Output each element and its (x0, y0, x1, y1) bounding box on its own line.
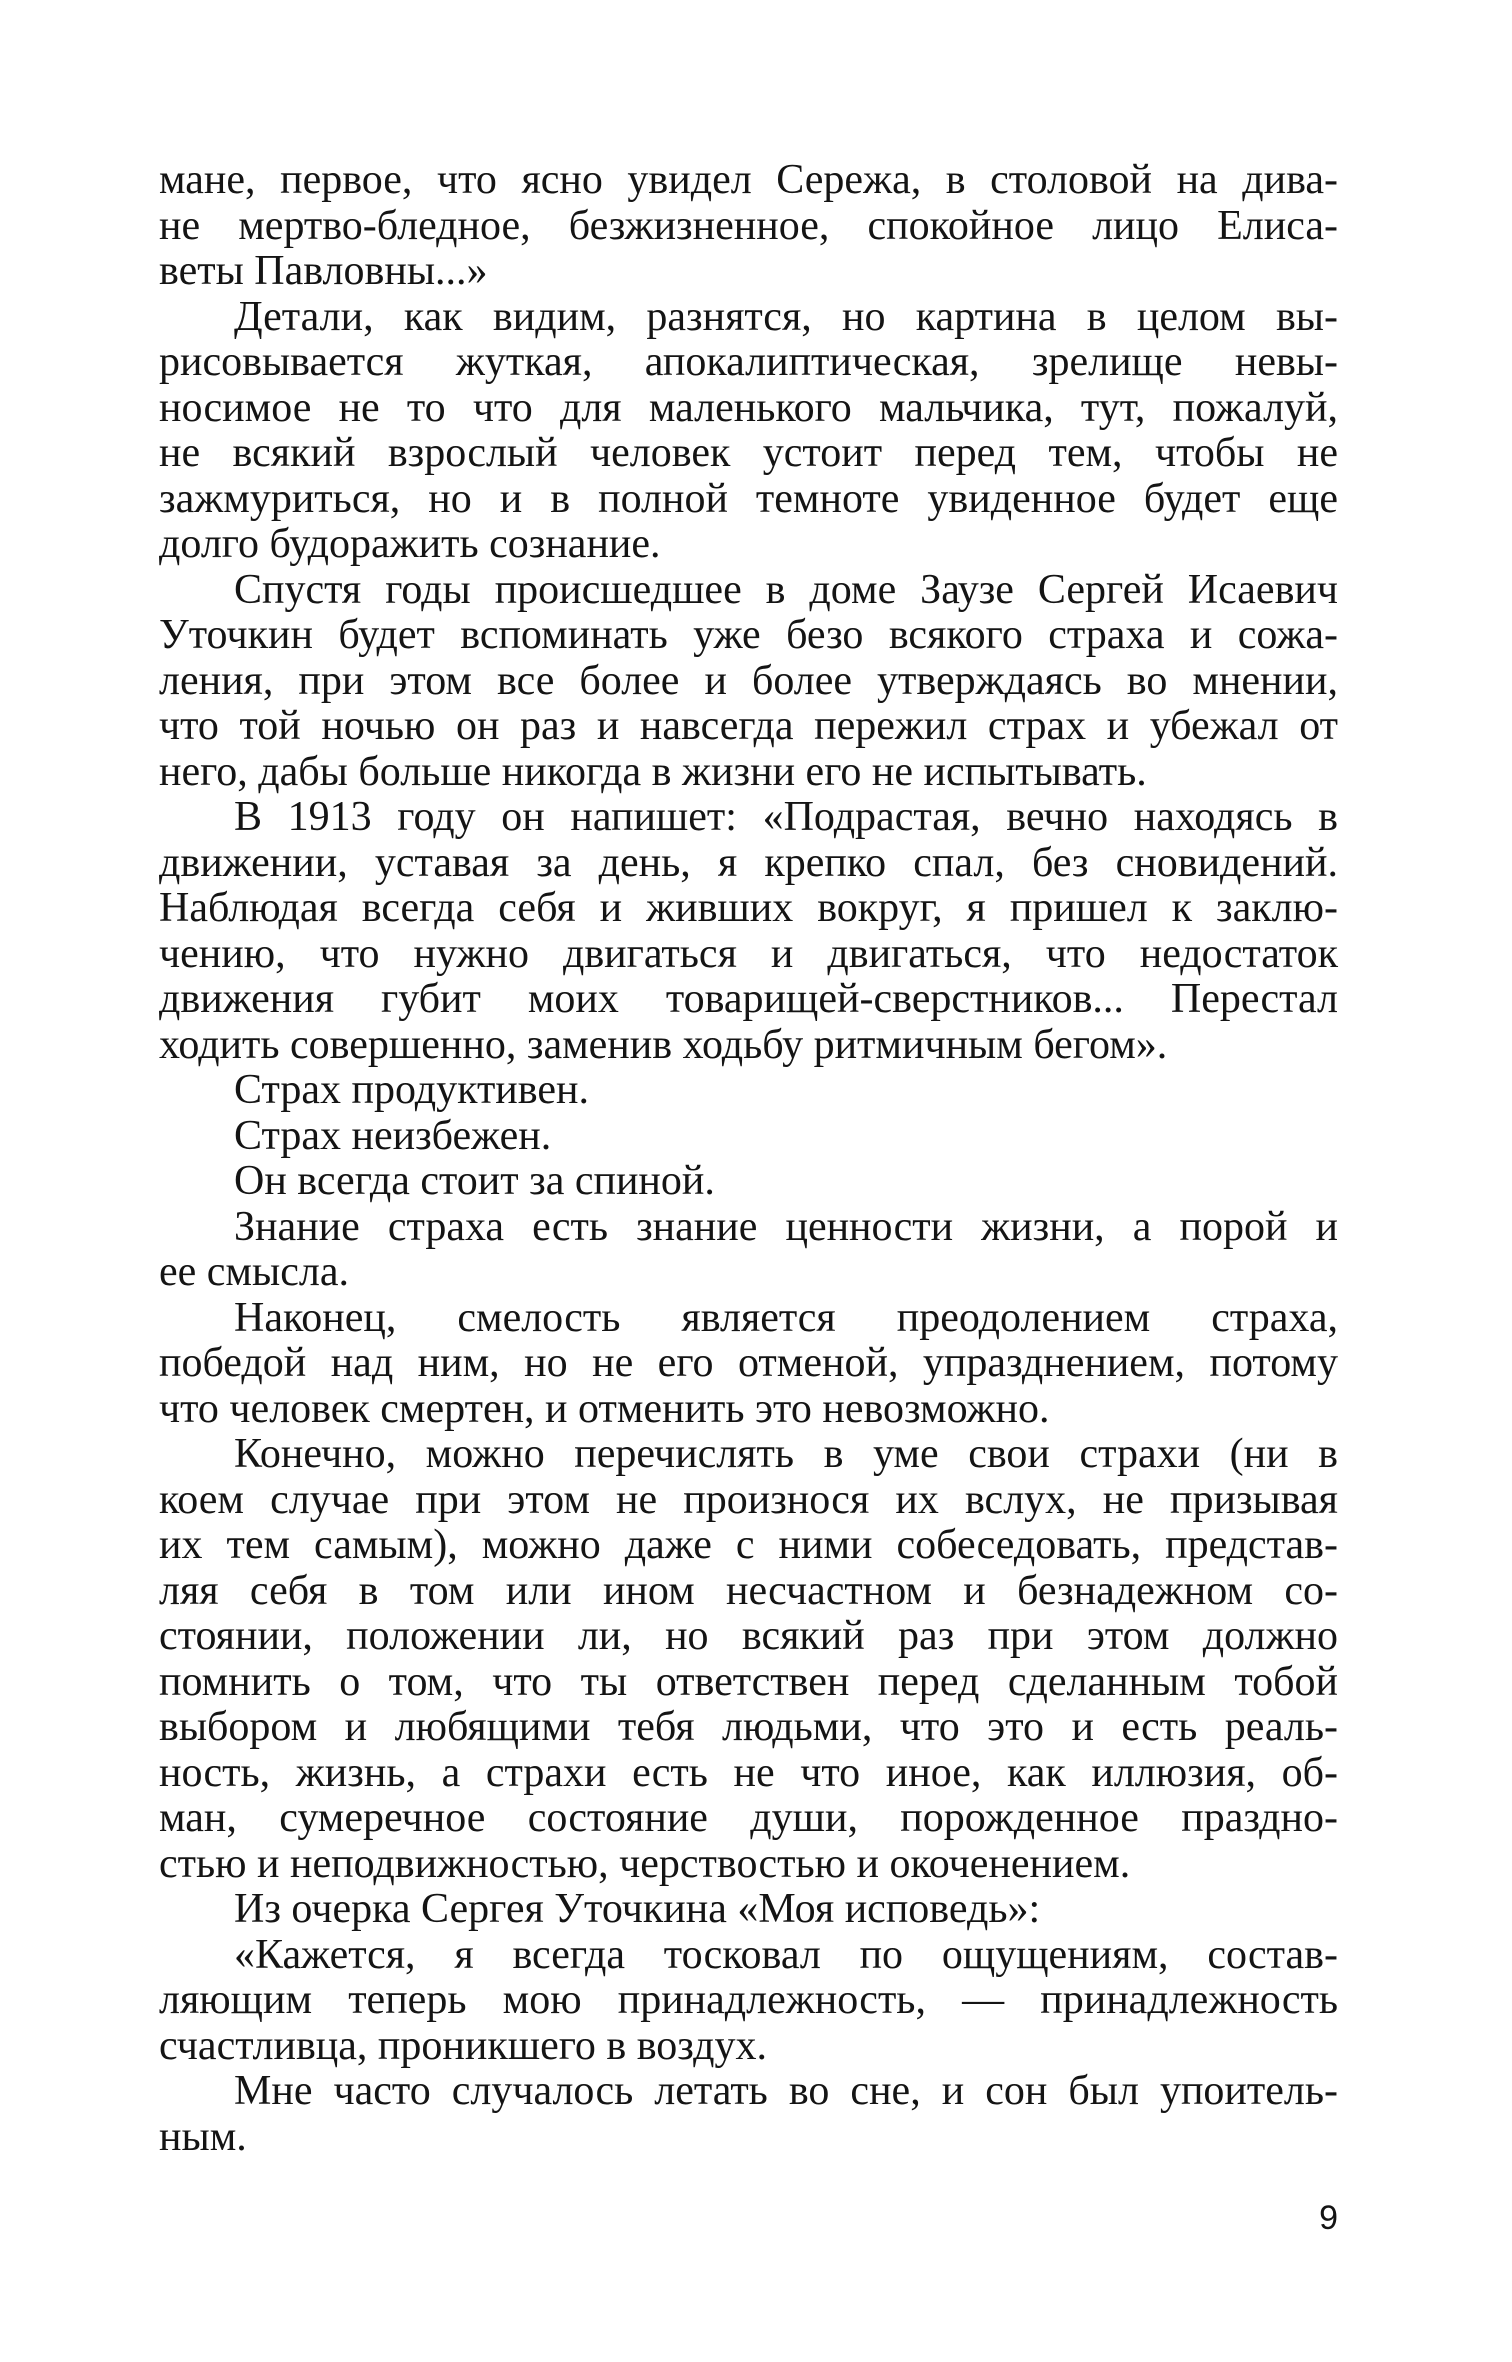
text-line: ным. (159, 2113, 247, 2160)
text-line: чению, что нужно двигаться и двигаться, что недостаток (159, 930, 1338, 977)
paragraph (159, 295, 1338, 568)
text-line: ляющим теперь мою принадлежность, — принадлежность (159, 1977, 1338, 2023)
text-line: выбором и любящими тебя людьми, что это и есть реаль- (159, 1704, 1338, 1750)
text-line: стью и неподвижностью, черствостью и окоченением. (159, 1840, 1131, 1887)
text-line: помнить о том, что ты ответствен перед сделанным тобой (159, 1658, 1338, 1705)
text-line: Он всегда стоит за спиной. (234, 1158, 715, 1204)
text-line: долго будоражить сознание. (159, 521, 661, 567)
text-line: носимое не то что для маленького мальчика, тут, пожалуй, (159, 384, 1338, 431)
text-line: ман, сумеречное состояние души, порожденное праздно- (159, 1795, 1338, 1841)
text-line: зажмуриться, но и в полной темноте увиденное будет еще (159, 475, 1338, 522)
text-line: Знание страха есть знание ценности жизни, а порой и (234, 1203, 1338, 1250)
text-line: что той ночью он раз и навсегда пережил страх и убежал от (159, 703, 1338, 749)
paragraph (159, 1114, 1338, 1160)
text-line: Спустя годы происшедшее в доме Заузе Сергей Исаевич (234, 566, 1338, 613)
text-line: веты Павловны...» (159, 248, 488, 294)
paragraph (159, 1933, 1338, 2070)
text-line: победой над ним, но не его отменой, упразднением, потому (159, 1340, 1338, 1386)
text-line: ность, жизнь, а страхи есть не что иное, как иллюзия, об- (159, 1749, 1338, 1796)
text-line: него, дабы больше никогда в жизни его не испытывать. (159, 748, 1147, 795)
text-line: рисовывается жуткая, апокалиптическая, зрелище невы- (159, 339, 1338, 385)
text-line: ее смысла. (159, 1249, 349, 1295)
text-line: коем случае при этом не произнося их вслух, не призывая (159, 1476, 1338, 1523)
text-line: Уточкин будет вспоминать уже безо всякого страха и сожа- (159, 612, 1338, 658)
paragraph (159, 795, 1338, 1068)
paragraph (159, 1068, 1338, 1114)
paragraph (159, 2069, 1338, 2160)
text-line: движении, уставая за день, я крепко спал, без сновидений. (159, 839, 1338, 886)
text-line: Из очерка Сергея Уточкина «Моя исповедь»: (234, 1886, 1041, 1932)
text-line: Мне часто случалось летать во сне, и сон был упоитель- (234, 2068, 1338, 2114)
text-line: Конечно, можно перечислять в уме свои страхи (ни в (234, 1431, 1338, 1477)
paragraph (159, 1296, 1338, 1433)
text-line: стоянии, положении ли, но всякий раз при этом должно (159, 1613, 1338, 1659)
text-line: движения губит моих товарищей-сверстников... Перестал (159, 976, 1338, 1022)
text-line: мане, первое, что ясно увидел Сережа, в столовой на дива- (159, 157, 1338, 203)
text-line: не всякий взрослый человек устоит перед тем, чтобы не (159, 430, 1338, 476)
paragraph (159, 1887, 1338, 1933)
text-line: В 1913 году он напишет: «Подрастая, вечно находясь в (234, 794, 1338, 840)
paragraph (159, 1159, 1338, 1205)
text-line: их тем самым), можно даже с ними собеседовать, представ- (159, 1522, 1338, 1568)
text-line: счастливца, проникшего в воздух. (159, 2022, 767, 2069)
text-line: «Кажется, я всегда тосковал по ощущениям, состав- (234, 1931, 1338, 1978)
text-line: Наблюдая всегда себя и живших вокруг, я пришел к заклю- (159, 885, 1338, 931)
paragraph (159, 1205, 1338, 1296)
text-line: Детали, как видим, разнятся, но картина в целом вы- (234, 293, 1338, 340)
text-line: ления, при этом все более и более утверждаясь во мнении, (159, 657, 1338, 704)
text-line: Страх продуктивен. (234, 1067, 589, 1113)
paragraph (159, 158, 1338, 295)
text-line: ходить совершенно, заменив ходьбу ритмичным бегом». (159, 1021, 1168, 1068)
page-number: 9 (1319, 2199, 1338, 2237)
text-line: что человек смертен, и отменить это невозможно. (159, 1385, 1050, 1432)
text-line: ляя себя в том или ином несчастном и безнадежном со- (159, 1567, 1338, 1614)
body-text (159, 158, 1338, 2160)
paragraph (159, 1432, 1338, 1887)
text-line: не мертво-бледное, безжизненное, спокойное лицо Елиса- (159, 202, 1338, 249)
text-line: Наконец, смелость является преодолением страха, (234, 1294, 1338, 1341)
text-line: Страх неизбежен. (234, 1112, 552, 1159)
paragraph (159, 568, 1338, 796)
